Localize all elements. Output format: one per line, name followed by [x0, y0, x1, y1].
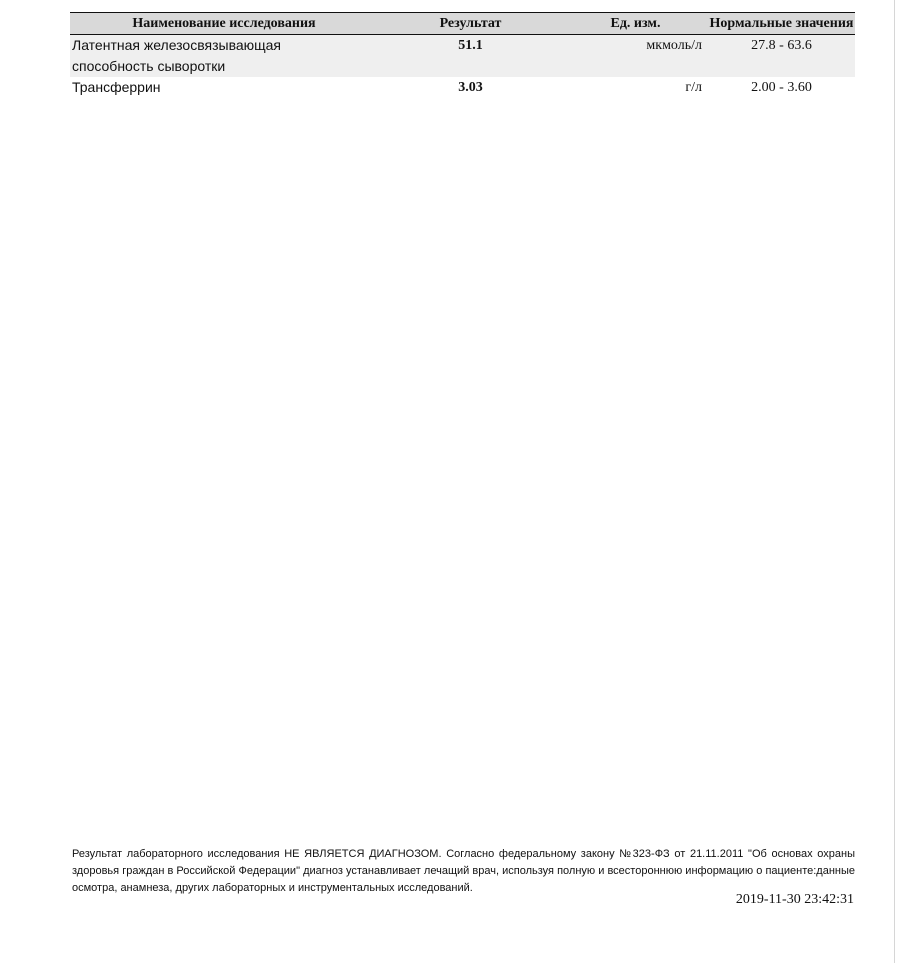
- disclaimer-text: Результат лабораторного исследования НЕ ЯВЛЯЕТСЯ ДИАГНОЗОМ. Согласно федеральному закону №323-ФЗ от 21.11.2011 "Об основах охраны здоровья граждан в Российской Федерации" диагноз устанавливает лечащий врач, используя полную и всестороннюю информацию о пациенте:данные осмотра, анамнеза, других лабораторных и инструментальных исследований.: [72, 848, 855, 894]
- test-name-line: Латентная железосвязывающая: [72, 37, 282, 53]
- header-result: Результат: [378, 13, 563, 35]
- normal-range-value: 27.8 - 63.6: [751, 38, 812, 53]
- unit-value: г/л: [685, 80, 702, 95]
- test-name-line: способность сыворотки: [72, 58, 226, 74]
- test-name-line: Трансферрин: [72, 79, 161, 95]
- table-row: [70, 35, 855, 78]
- header-unit: Ед. изм.: [563, 13, 708, 35]
- result-value: 51.1: [458, 38, 483, 53]
- test-name-cell: [70, 35, 378, 78]
- normal-range-value: 2.00 - 3.60: [751, 80, 812, 95]
- header-test-name: Наименование исследования: [70, 13, 378, 35]
- unit-value: мкмоль/л: [646, 38, 702, 53]
- page-edge: [894, 0, 895, 963]
- results-table: [70, 12, 855, 98]
- test-name-cell: [70, 77, 378, 98]
- report-timestamp: 2019-11-30 23:42:31: [735, 892, 854, 907]
- result-value: 3.03: [458, 80, 483, 95]
- table-header-row: [70, 13, 855, 35]
- table-row: [70, 77, 855, 98]
- header-normal-range: Нормальные значения: [708, 13, 855, 35]
